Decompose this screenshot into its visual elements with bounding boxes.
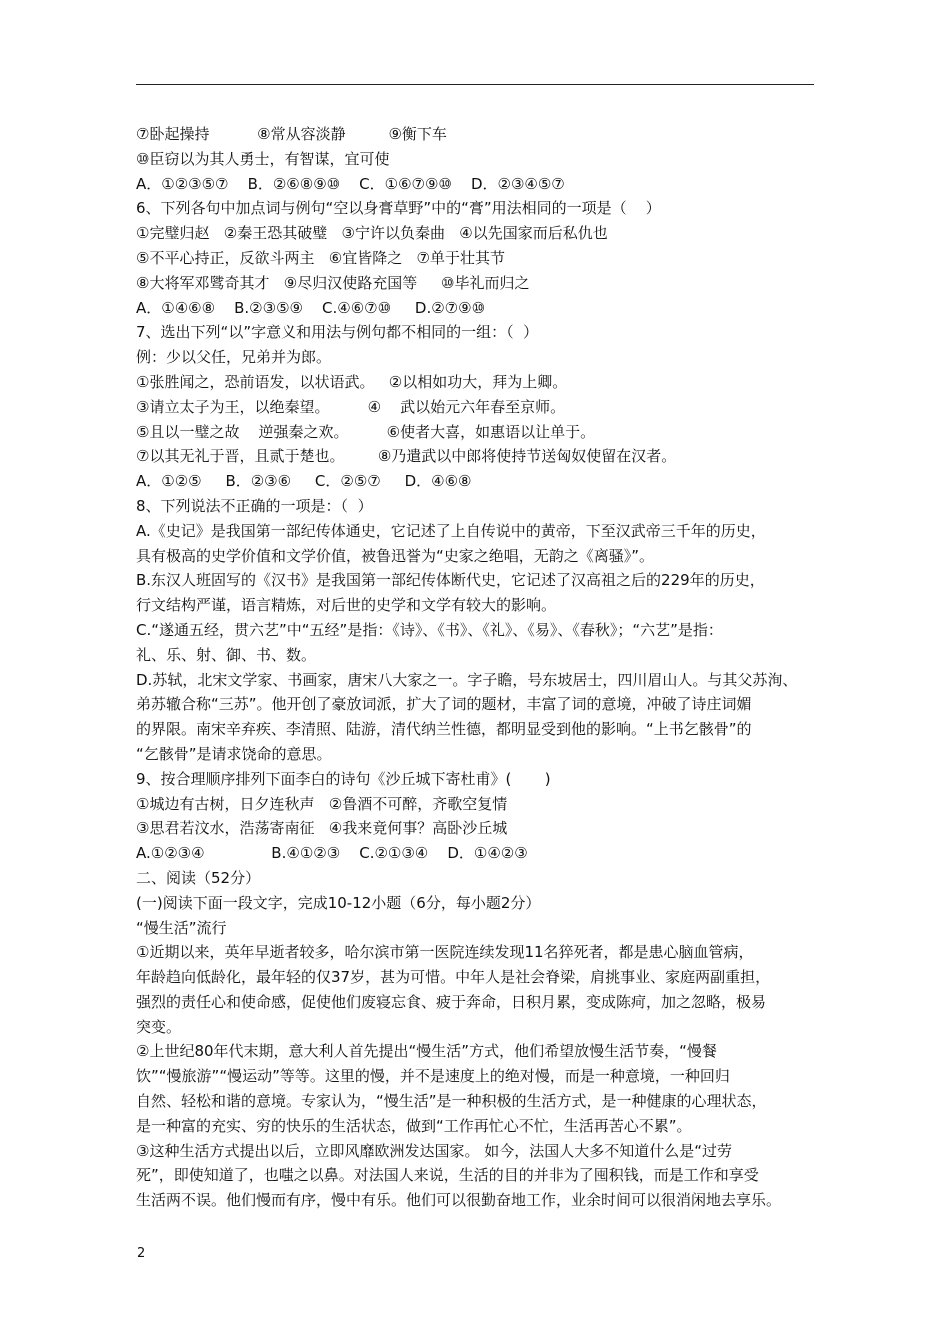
text-line: A.①②③④ B.④①②③ C.②①③④ D．①④②③	[136, 844, 528, 863]
text-line: ⑤且以一璧之故 逆强秦之欢。 ⑥使者大喜，如惠语以让单于。	[136, 422, 596, 441]
text-line: ③这种生活方式提出以后，立即风靡欧洲发达国家。 如今，法国人大多不知道什么是“过劳	[136, 1141, 732, 1160]
text-line: 例：少以父任，兄弟并为郎。	[136, 348, 332, 367]
text-line: 7、选出下列“以”字意义和用法与例句都不相同的一组：（ ）	[136, 323, 539, 342]
text-line: C.“遂通五经，贯六艺”中“五经”是指：《诗》、《书》、《礼》、《易》、《春秋》；“六艺”是指：	[136, 620, 723, 639]
text-line: 强烈的责任心和使命感，促使他们废寝忘食、疲于奔命，日积月累，变成陈疴，加之忽略，极易	[136, 992, 767, 1011]
text-line: B.东汉人班固写的《汉书》是我国第一部纪传体断代史，它记述了汉高祖之后的229年的历史，	[136, 571, 765, 590]
text-line: ⑧大将军邓骘奇其才 ⑨尽归汉使路充国等 ⑩毕礼而归之	[136, 273, 530, 292]
text-line: 9、按合理顺序排列下面李白的诗句《沙丘城下寄杜甫》( )	[136, 769, 551, 788]
text-line: 的界限。南宋辛弃疾、李清照、陆游，清代纳兰性德，都明显受到他的影响。“上书乞骸骨”的	[136, 720, 752, 739]
text-line: ⑩臣窃以为其人勇士，有智谋，宜可使	[136, 149, 390, 168]
text-line: “乞骸骨”是请求饶命的意思。	[136, 744, 332, 763]
text-line: 礼、乐、射、御、书、数。	[136, 645, 317, 664]
text-line: ⑦以其无礼于晋，且贰于楚也。 ⑧乃遣武以中郎将使持节送匈奴使留在汉者。	[136, 447, 677, 466]
text-line: ③思君若汶水，浩荡寄南征 ④我来竟何事？高卧沙丘城	[136, 819, 508, 838]
text-line: 饮”“慢旅游”“慢运动”等等。这里的慢，并不是速度上的绝对慢，而是一种意境，一种回归	[136, 1067, 730, 1086]
text-line: 是一种富的充实、穷的快乐的生活状态，做到“工作再忙心不忙，生活再苦心不累”。	[136, 1116, 692, 1135]
text-line: 自然、轻松和谐的意境。专家认为，“慢生活”是一种积极的生活方式，是一种健康的心理状态，	[136, 1092, 767, 1111]
text-line: 死”，即使知道了，也嗤之以鼻。对法国人来说，生活的目的并非为了囤积钱，而是工作和享受	[136, 1166, 759, 1185]
text-line: 6、下列各句中加点词与例句“空以身膏草野”中的“膏”用法相同的一项是（ ）	[136, 199, 661, 218]
text-line: ⑦卧起操持 ⑧常从容淡静 ⑨衡下车	[136, 125, 447, 143]
text-line: 突变。	[136, 1017, 182, 1036]
header-rule	[136, 84, 814, 85]
text-line: A.《史记》是我国第一部纪传体通史，它记述了上自传说中的黄帝，下至汉武帝三千年的历史，	[136, 521, 766, 540]
text-line: ②上世纪80年代末期，意大利人首先提出“慢生活”方式，他们希望放慢生活节奏，“慢餐	[136, 1042, 717, 1061]
text-line: ③请立太子为王，以绝秦望。 ④ 武以始元六年春至京师。	[136, 397, 566, 416]
text-line: D.苏轼，北宋文学家、书画家，唐宋八大家之一。字子瞻，号东坡居士，四川眉山人。与其父苏洵、	[136, 670, 798, 689]
text-line: (一)阅读下面一段文字，完成10-12小题（6分，每小题2分）	[136, 893, 541, 912]
text-line: ①近期以来，英年早逝者较多，哈尔滨市第一医院连续发现11名猝死者，都是患心脑血管病，	[136, 943, 754, 962]
text-line: ①完璧归赵 ②秦王恐其破璧 ③宁许以负秦曲 ④以先国家而后私仇也	[136, 224, 608, 243]
text-line: ①城边有古树，日夕连秋声 ②鲁酒不可醉，齐歌空复情	[136, 794, 508, 813]
text-line: 弟苏辙合称“三苏”。他开创了豪放词派，扩大了词的题材，丰富了词的意境，冲破了诗庄词媚	[136, 695, 752, 714]
text-line: ⑤不平心持正，反欲斗两主 ⑥宜皆降之 ⑦单于壮其节	[136, 248, 505, 267]
text-line: ①张胜闻之，恐前语发，以状语武。 ②以相如功大，拜为上卿。	[136, 372, 568, 391]
text-line: 生活两不误。他们慢而有序，慢中有乐。他们可以很勤奋地工作，业余时间可以很消闲地去享乐。	[136, 1191, 782, 1210]
text-line: A．①②③⑤⑦ B．②⑥⑧⑨⑩ C．①⑥⑦⑨⑩ D．②③④⑤⑦	[136, 174, 565, 193]
text-line: 行文结构严谨，语言精炼，对后世的史学和文学有较大的影响。	[136, 596, 557, 615]
text-line: 年龄趋向低龄化，最年轻的仅37岁，甚为可惜。中年人是社会脊梁，肩挑事业、家庭两副重担，	[136, 968, 771, 987]
text-line: 具有极高的史学价值和文学价值，被鲁迅誉为“史家之绝唱，无韵之《离骚》”。	[136, 546, 655, 565]
text-line: 8、下列说法不正确的一项是：（ ）	[136, 496, 373, 515]
document-body	[136, 122, 816, 1213]
text-line: A．①②⑤ B．②③⑥ C．②⑤⑦ D．④⑥⑧	[136, 472, 472, 491]
text-line: “慢生活”流行	[136, 918, 227, 937]
page-number: 2	[137, 1246, 146, 1261]
text-line: 二、阅读（52分）	[136, 868, 261, 887]
text-line: A．①④⑥⑧ B.②③⑤⑨ C.④⑥⑦⑩ D.②⑦⑨⑩	[136, 298, 486, 317]
